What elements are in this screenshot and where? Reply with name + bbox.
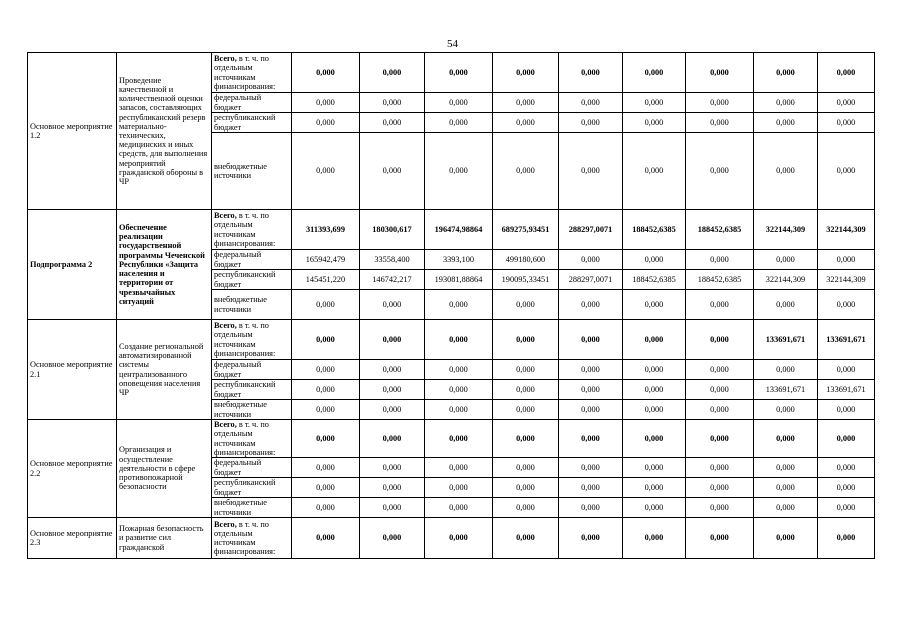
value-cell: 0,000 [686,498,754,518]
value-cell: 0,000 [686,360,754,380]
section-description: Проведение качественной и количественной оценки запасов, составляющих республиканский резерв материально-технических, медицинских и иных средств, для выполнения мероприятий гражданской обороны в ЧР [117,53,212,210]
value-cell: 0,000 [818,458,875,478]
value-cell: 0,000 [686,458,754,478]
value-cell: 0,000 [818,93,875,113]
funding-source-label [212,518,292,559]
value-cell: 0,000 [623,93,686,113]
value-cell: 0,000 [559,420,623,458]
source-label-text: республиканский бюджет [214,380,276,399]
value-cell: 0,000 [818,113,875,133]
budget-table [27,52,875,559]
table-row [28,210,875,250]
value-cell: 689275,93451 [493,210,559,250]
value-cell: 188452,6385 [623,210,686,250]
value-cell: 0,000 [623,458,686,478]
value-cell: 0,000 [754,518,818,559]
value-cell: 0,000 [559,113,623,133]
value-cell: 0,000 [559,320,623,360]
value-cell: 0,000 [292,380,360,400]
value-cell: 145451,220 [292,270,360,290]
funding-source-label [212,210,292,250]
value-cell: 33558,400 [360,250,425,270]
value-cell: 0,000 [425,133,493,210]
section-description: Обеспечение реализации государственной программы Чеченской Республики «Защита населения и территории от чрезвычайных ситуаций [117,210,212,320]
page-number: 54 [447,38,458,50]
value-cell: 0,000 [818,518,875,559]
source-label-text: федеральный бюджет [214,250,262,269]
value-cell: 133691,671 [754,380,818,400]
value-cell: 0,000 [559,133,623,210]
value-cell: 499180,600 [493,250,559,270]
section-description: Создание региональной автоматизированной системы централизованного оповещения населения ЧР [117,320,212,420]
value-cell: 133691,671 [818,320,875,360]
value-cell: 311393,699 [292,210,360,250]
value-cell: 0,000 [818,53,875,93]
source-label-text: федеральный бюджет [214,360,262,379]
value-cell: 180300,617 [360,210,425,250]
source-label-text: в т. ч. по отдельным источникам финансирования: [214,420,276,457]
funding-source-label [212,400,292,420]
value-cell: 0,000 [425,360,493,380]
source-label-text: федеральный бюджет [214,93,262,112]
value-cell: 0,000 [292,518,360,559]
value-cell: 0,000 [818,400,875,420]
source-label-text: внебюджетные источники [214,400,267,419]
source-label-text: в т. ч. по отдельным источникам финансирования: [214,54,276,91]
funding-source-label [212,53,292,93]
value-cell: 0,000 [292,458,360,478]
total-label: Всего, [214,54,237,64]
value-cell: 146742,217 [360,270,425,290]
value-cell: 0,000 [425,320,493,360]
value-cell: 0,000 [559,290,623,320]
source-label-text: внебюджетные источники [214,498,267,517]
value-cell: 0,000 [493,320,559,360]
funding-source-label [212,250,292,270]
value-cell: 133691,671 [818,380,875,400]
value-cell: 0,000 [493,458,559,478]
value-cell: 0,000 [493,113,559,133]
value-cell: 0,000 [425,478,493,498]
value-cell: 288297,0071 [559,210,623,250]
value-cell: 0,000 [559,498,623,518]
value-cell: 0,000 [686,133,754,210]
source-label-text: республиканский бюджет [214,113,276,132]
value-cell: 0,000 [754,400,818,420]
value-cell: 0,000 [754,458,818,478]
value-cell: 0,000 [493,518,559,559]
value-cell: 0,000 [686,250,754,270]
value-cell: 0,000 [360,380,425,400]
value-cell: 0,000 [360,53,425,93]
funding-source-label [212,270,292,290]
value-cell: 0,000 [493,133,559,210]
value-cell: 0,000 [818,498,875,518]
value-cell: 322144,309 [818,210,875,250]
value-cell: 196474,98864 [425,210,493,250]
value-cell: 0,000 [754,133,818,210]
value-cell: 0,000 [818,420,875,458]
total-label: Всего, [214,211,237,221]
value-cell: 0,000 [686,400,754,420]
value-cell: 0,000 [623,53,686,93]
value-cell: 0,000 [425,518,493,559]
value-cell: 0,000 [360,360,425,380]
value-cell: 0,000 [559,53,623,93]
table-row [28,420,875,458]
value-cell: 0,000 [623,478,686,498]
value-cell: 0,000 [559,360,623,380]
value-cell: 0,000 [623,360,686,380]
value-cell: 0,000 [425,93,493,113]
value-cell: 0,000 [493,53,559,93]
value-cell: 0,000 [292,420,360,458]
value-cell: 0,000 [360,498,425,518]
value-cell: 133691,671 [754,320,818,360]
source-label-text: в т. ч. по отдельным источникам финансирования: [214,321,276,358]
value-cell: 0,000 [292,113,360,133]
value-cell: 188452,6385 [686,210,754,250]
value-cell: 0,000 [686,290,754,320]
value-cell: 0,000 [623,380,686,400]
value-cell: 0,000 [686,420,754,458]
value-cell: 0,000 [818,290,875,320]
value-cell: 0,000 [559,380,623,400]
value-cell: 288297,0071 [559,270,623,290]
value-cell: 0,000 [818,250,875,270]
value-cell: 0,000 [686,320,754,360]
value-cell: 3393,100 [425,250,493,270]
funding-source-label [212,420,292,458]
value-cell: 0,000 [559,400,623,420]
total-label: Всего, [214,321,237,331]
value-cell: 0,000 [425,380,493,400]
value-cell: 0,000 [623,400,686,420]
value-cell: 0,000 [493,400,559,420]
value-cell: 0,000 [360,113,425,133]
value-cell: 0,000 [754,93,818,113]
value-cell: 0,000 [754,290,818,320]
value-cell: 0,000 [754,498,818,518]
value-cell: 0,000 [292,53,360,93]
funding-source-label [212,290,292,320]
value-cell: 0,000 [292,320,360,360]
table-row [28,320,875,360]
funding-source-label [212,380,292,400]
section-category: Основное мероприятие 2.3 [28,518,117,559]
section-category: Основное мероприятие 2.2 [28,420,117,518]
value-cell: 188452,6385 [623,270,686,290]
value-cell: 0,000 [292,133,360,210]
value-cell: 0,000 [623,420,686,458]
value-cell: 0,000 [425,290,493,320]
value-cell: 0,000 [360,478,425,498]
value-cell: 0,000 [623,518,686,559]
value-cell: 165942,479 [292,250,360,270]
source-label-text: республиканский бюджет [214,478,276,497]
value-cell: 0,000 [686,518,754,559]
value-cell: 0,000 [360,458,425,478]
value-cell: 0,000 [623,498,686,518]
value-cell: 0,000 [818,478,875,498]
value-cell: 0,000 [623,320,686,360]
value-cell: 0,000 [559,458,623,478]
table-row [28,518,875,559]
section-category: Подпрограмма 2 [28,210,117,320]
funding-source-label [212,133,292,210]
value-cell: 0,000 [360,290,425,320]
value-cell: 0,000 [360,518,425,559]
value-cell: 0,000 [360,133,425,210]
source-label-text: в т. ч. по отдельным источникам финансирования: [214,519,276,557]
value-cell: 0,000 [754,113,818,133]
value-cell: 0,000 [559,518,623,559]
funding-source-label [212,498,292,518]
total-label: Всего, [214,519,237,529]
section-category: Основное мероприятие 1.2 [28,53,117,210]
value-cell: 0,000 [425,53,493,93]
value-cell: 0,000 [754,420,818,458]
value-cell: 0,000 [686,93,754,113]
value-cell: 193081,88864 [425,270,493,290]
funding-source-label [212,320,292,360]
value-cell: 188452,6385 [686,270,754,290]
funding-source-label [212,360,292,380]
value-cell: 0,000 [754,250,818,270]
value-cell: 0,000 [360,320,425,360]
value-cell: 0,000 [818,360,875,380]
value-cell: 0,000 [425,420,493,458]
value-cell: 322144,309 [818,270,875,290]
value-cell: 0,000 [493,290,559,320]
funding-source-label [212,93,292,113]
value-cell: 0,000 [559,478,623,498]
source-label-text: федеральный бюджет [214,458,262,477]
value-cell: 0,000 [818,133,875,210]
value-cell: 0,000 [425,113,493,133]
section-description: Пожарная безопасность и развитие сил гражданской [117,518,212,559]
source-label-text: в т. ч. по отдельным источникам финансирования: [214,211,276,248]
value-cell: 0,000 [493,478,559,498]
value-cell: 0,000 [623,113,686,133]
value-cell: 0,000 [559,93,623,113]
value-cell: 0,000 [754,360,818,380]
value-cell: 322144,309 [754,210,818,250]
value-cell: 0,000 [360,93,425,113]
funding-source-label [212,478,292,498]
value-cell: 0,000 [623,290,686,320]
value-cell: 0,000 [360,400,425,420]
value-cell: 190095,33451 [493,270,559,290]
value-cell: 0,000 [623,250,686,270]
section-description: Организация и осуществление деятельности в сфере противопожарной безопасности [117,420,212,518]
value-cell: 0,000 [292,360,360,380]
value-cell: 0,000 [493,360,559,380]
value-cell: 0,000 [754,478,818,498]
value-cell: 0,000 [686,380,754,400]
value-cell: 0,000 [425,498,493,518]
value-cell: 0,000 [292,478,360,498]
funding-source-label [212,113,292,133]
value-cell: 0,000 [686,53,754,93]
value-cell: 0,000 [425,458,493,478]
value-cell: 322144,309 [754,270,818,290]
source-label-text: внебюджетные источники [214,295,267,314]
value-cell: 0,000 [493,498,559,518]
value-cell: 0,000 [360,420,425,458]
total-label: Всего, [214,420,237,430]
value-cell: 0,000 [292,93,360,113]
value-cell: 0,000 [686,113,754,133]
value-cell: 0,000 [686,478,754,498]
value-cell: 0,000 [493,420,559,458]
value-cell: 0,000 [292,290,360,320]
table-row [28,53,875,93]
value-cell: 0,000 [754,53,818,93]
value-cell: 0,000 [425,400,493,420]
source-label-text: республиканский бюджет [214,270,276,289]
value-cell: 0,000 [292,400,360,420]
source-label-text: внебюджетные источники [214,161,267,180]
value-cell: 0,000 [493,93,559,113]
section-category: Основное мероприятие 2.1 [28,320,117,420]
value-cell: 0,000 [559,250,623,270]
value-cell: 0,000 [623,133,686,210]
value-cell: 0,000 [493,380,559,400]
funding-source-label [212,458,292,478]
value-cell: 0,000 [292,498,360,518]
